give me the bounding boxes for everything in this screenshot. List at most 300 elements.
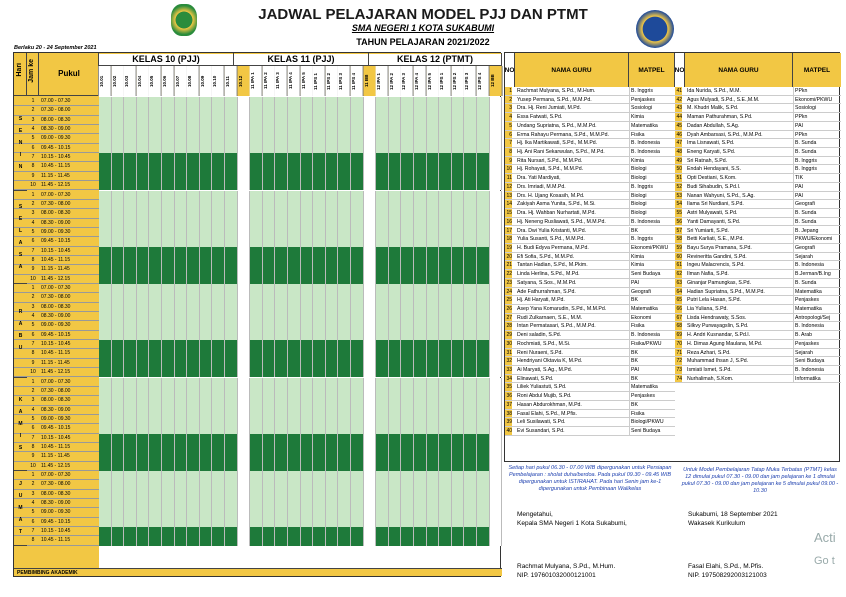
schedule-cell [389, 434, 402, 443]
teacher-row [675, 183, 841, 192]
schedule-cell [112, 387, 125, 396]
schedule-cell [175, 265, 188, 274]
schedule-cell [351, 527, 364, 536]
schedule-cell [313, 490, 326, 499]
schedule-cell [477, 219, 490, 228]
schedule-cell [401, 387, 414, 396]
schedule-cell [225, 219, 238, 228]
schedule-cell [275, 359, 288, 368]
schedule-cell [351, 359, 364, 368]
schedule-cell [490, 284, 503, 293]
schedule-cell [376, 340, 389, 349]
teacher-name: Ai Maryati, S.Ag., M.Pd. [517, 367, 573, 374]
teacher-subject: Fisika/PKWU [629, 340, 675, 349]
schedule-cell [364, 518, 377, 527]
schedule-cell [238, 321, 251, 330]
schedule-cell [301, 144, 314, 153]
schedule-cell [149, 387, 162, 396]
schedule-cell [112, 415, 125, 424]
teacher-name: Dadan Abdullah, S.Ag. [687, 122, 740, 129]
schedule-cell [427, 368, 440, 377]
teacher-name: Lisda Hendrawaty, S.Sos. [687, 314, 747, 321]
schedule-cell [250, 209, 263, 218]
schedule-cell [401, 172, 414, 181]
schedule-cell [338, 471, 351, 480]
schedule-cell [238, 490, 251, 499]
schedule-cell [263, 518, 276, 527]
jam-ke: 8 [31, 537, 35, 544]
schedule-cell [149, 172, 162, 181]
schedule-cell [149, 321, 162, 330]
schedule-cell [452, 256, 465, 265]
schedule-cell [263, 406, 276, 415]
teacher-no: 21 [506, 262, 512, 269]
pukul-time: 07.00 - 07.30 [41, 285, 71, 291]
schedule-cell [464, 518, 477, 527]
schedule-cell [225, 144, 238, 153]
schedule-cell [200, 181, 213, 190]
schedule-cell [275, 116, 288, 125]
schedule-cell [364, 191, 377, 200]
schedule-cell [389, 415, 402, 424]
teacher-name: Ginanjar Pamungkas, S.Pd. [687, 279, 752, 286]
schedule-cell [401, 312, 414, 321]
schedule-cell [401, 471, 414, 480]
schedule-cell [326, 209, 339, 218]
schedule-cell [427, 172, 440, 181]
schedule-cell [250, 134, 263, 143]
schedule-cell [263, 452, 276, 461]
pukul-time: 08.00 - 08.30 [41, 116, 71, 123]
schedule-cell [238, 424, 251, 433]
schedule-cell [351, 443, 364, 452]
class-col-header: 10.02 [112, 66, 125, 96]
schedule-cell [439, 368, 452, 377]
schedule-cell [288, 172, 301, 181]
schedule-cell [326, 134, 339, 143]
schedule-cell [149, 153, 162, 162]
schedule-row [14, 219, 502, 228]
schedule-cell [364, 536, 377, 545]
teacher-no: 14 [506, 201, 512, 208]
schedule-cell [112, 106, 125, 115]
schedule-cell [439, 144, 452, 153]
schedule-cell [288, 527, 301, 536]
schedule-cell [389, 144, 402, 153]
schedule-cell [389, 284, 402, 293]
schedule-cell [250, 219, 263, 228]
schedule-cell [427, 508, 440, 517]
schedule-cell [250, 471, 263, 480]
teacher-no: 3 [505, 104, 512, 113]
schedule-cell [326, 256, 339, 265]
schedule-cell [250, 144, 263, 153]
jam-ke: 6 [31, 331, 35, 338]
schedule-cell [250, 443, 263, 452]
schedule-cell [175, 200, 188, 209]
schedule-cell [439, 396, 452, 405]
teacher-subject: Sosiologi [793, 104, 841, 113]
schedule-cell [212, 331, 225, 340]
schedule-cell [490, 191, 503, 200]
schedule-cell [187, 378, 200, 387]
schedule-cell [263, 237, 276, 246]
schedule-cell [490, 368, 503, 377]
schedule-cell [376, 462, 389, 471]
schedule-cell [175, 490, 188, 499]
schedule-cell [490, 396, 503, 405]
schedule-cell [275, 237, 288, 246]
schedule-cell [162, 368, 175, 377]
schedule-cell [288, 275, 301, 284]
schedule-cell [338, 256, 351, 265]
schedule-cell [313, 265, 326, 274]
schedule-cell [200, 321, 213, 330]
schedule-cell [389, 181, 402, 190]
schedule-cell [175, 406, 188, 415]
schedule-cell [490, 125, 503, 134]
schedule-cell [137, 452, 150, 461]
schedule-cell [212, 200, 225, 209]
schedule-cell [313, 340, 326, 349]
schedule-cell [250, 275, 263, 284]
schedule-cell [464, 415, 477, 424]
schedule-cell [112, 378, 125, 387]
schedule-cell [414, 284, 427, 293]
teacher-name: Endah Hendayani, S.S. [687, 166, 741, 173]
nama-guru-header: NAMA GURU [515, 53, 629, 87]
schedule-cell [162, 125, 175, 134]
schedule-cell [137, 284, 150, 293]
schedule-cell [364, 434, 377, 443]
schedule-cell [149, 508, 162, 517]
teacher-subject: Sosiologi [629, 104, 675, 113]
schedule-cell [288, 293, 301, 302]
schedule-cell [175, 125, 188, 134]
schedule-row [14, 396, 502, 405]
schedule-cell [225, 490, 238, 499]
jam-ke: 5 [31, 415, 35, 422]
pukul-time: 09.45 - 10.15 [41, 331, 71, 338]
schedule-cell [149, 424, 162, 433]
schedule-cell [187, 125, 200, 134]
schedule-cell [452, 368, 465, 377]
schedule-cell [326, 518, 339, 527]
pukul-time: 08.30 - 09.00 [41, 126, 71, 133]
teacher-no: 25 [506, 297, 512, 304]
schedule-cell [351, 256, 364, 265]
schedule-cell [464, 256, 477, 265]
schedule-cell [124, 452, 137, 461]
class-col-header: 11 IPS 3 [338, 66, 351, 96]
schedule-cell [414, 396, 427, 405]
schedule-cell [112, 97, 125, 106]
schedule-cell [112, 237, 125, 246]
teacher-subject: B. Arab [793, 331, 841, 340]
schedule-cell [238, 396, 251, 405]
schedule-cell [301, 153, 314, 162]
schedule-cell [212, 452, 225, 461]
schedule-cell [338, 228, 351, 237]
teacher-name: Ilman Nafia, S.Pd. [687, 271, 729, 278]
teacher-name: Reni Nuraeni, S.Pd. [517, 349, 563, 356]
jam-ke: 1 [31, 98, 35, 104]
teacher-name: Maman Pathurahman, S.Pd. [687, 114, 753, 121]
schedule-cell [124, 284, 137, 293]
pukul-time: 11.15 - 11.45 [41, 359, 70, 366]
teacher-row [675, 192, 841, 201]
jam-ke: 6 [31, 144, 35, 151]
schedule-cell [439, 200, 452, 209]
schedule-cell [225, 462, 238, 471]
schedule-cell [490, 499, 503, 508]
schedule-cell [351, 134, 364, 143]
schedule-cell [326, 181, 339, 190]
schedule-cell [490, 265, 503, 274]
schedule-cell [200, 452, 213, 461]
schedule-cell [124, 368, 137, 377]
schedule-cell [250, 508, 263, 517]
teacher-name: Betti Karliati, S.E., M.Pd. [687, 236, 744, 243]
schedule-cell [439, 471, 452, 480]
teacher-subject: Biologi [629, 209, 675, 218]
teacher-row [675, 174, 841, 183]
teacher-name: Ismiati Ismet, S.Pd. [687, 367, 732, 374]
schedule-cell [275, 321, 288, 330]
schedule-cell [326, 340, 339, 349]
schedule-cell [275, 406, 288, 415]
schedule-cell [376, 256, 389, 265]
schedule-cell [477, 518, 490, 527]
schedule-cell [376, 265, 389, 274]
schedule-cell [313, 321, 326, 330]
schedule-cell [477, 209, 490, 218]
schedule-cell [275, 153, 288, 162]
class-col-header: 11 IPA 2 [263, 66, 276, 96]
note-left: Setiap hari pukul 06.30 - 07.00 WIB dipergunakan untuk Persiapan Pembelajaran : sholat duha/berdoa. Pada pukul 09.30 - 09.45 WIB dipergunakan untuk ISTIRAHAT. Pada hari Senin jam ke-1 dipergunakan untuk Pembinaan Walikelas [508, 465, 672, 492]
schedule-cell [313, 443, 326, 452]
teacher-name: Efi Sofia, S.Pd., M.M.Pd. [517, 253, 575, 260]
schedule-cell [376, 536, 389, 545]
schedule-cell [162, 527, 175, 536]
schedule-cell [225, 378, 238, 387]
schedule-cell [401, 536, 414, 545]
schedule-cell [452, 162, 465, 171]
schedule-cell [477, 228, 490, 237]
schedule-cell [212, 443, 225, 452]
schedule-cell [275, 527, 288, 536]
schedule-cell [452, 462, 465, 471]
schedule-cell [137, 106, 150, 115]
schedule-cell [389, 153, 402, 162]
schedule-row [14, 172, 502, 181]
class-col-header: 12 IPS 2 [452, 66, 465, 96]
schedule-row [14, 331, 502, 340]
schedule-cell [250, 518, 263, 527]
schedule-cell [263, 284, 276, 293]
schedule-cell [452, 144, 465, 153]
teacher-no: 52 [676, 183, 682, 190]
schedule-cell [351, 200, 364, 209]
schedule-cell [452, 387, 465, 396]
schedule-cell [389, 480, 402, 489]
schedule-cell [124, 396, 137, 405]
schedule-cell [162, 247, 175, 256]
schedule-cell [376, 153, 389, 162]
schedule-cell [124, 181, 137, 190]
schedule-cell [149, 116, 162, 125]
schedule-cell [187, 275, 200, 284]
schedule-cell [364, 97, 377, 106]
schedule-cell [439, 162, 452, 171]
schedule-cell [326, 228, 339, 237]
schedule-cell [225, 321, 238, 330]
schedule-cell [389, 209, 402, 218]
schedule-cell [175, 518, 188, 527]
schedule-cell [250, 490, 263, 499]
schedule-cell [238, 415, 251, 424]
schedule-cell [162, 349, 175, 358]
schedule-cell [414, 527, 427, 536]
schedule-cell [439, 181, 452, 190]
schedule-cell [275, 443, 288, 452]
schedule-cell [490, 172, 503, 181]
schedule-cell [326, 462, 339, 471]
schedule-cell [376, 293, 389, 302]
schedule-cell [464, 293, 477, 302]
schedule-cell [313, 106, 326, 115]
schedule-cell [288, 321, 301, 330]
schedule-cell [175, 209, 188, 218]
schedule-cell [238, 228, 251, 237]
schedule-cell [187, 247, 200, 256]
schedule-cell [490, 247, 503, 256]
schedule-cell [301, 452, 314, 461]
schedule-cell [338, 499, 351, 508]
schedule-cell [212, 536, 225, 545]
schedule-cell [187, 340, 200, 349]
schedule-cell [401, 256, 414, 265]
schedule-cell [464, 209, 477, 218]
schedule-cell [225, 200, 238, 209]
schedule-cell [389, 452, 402, 461]
schedule-cell [124, 97, 137, 106]
schedule-cell [427, 340, 440, 349]
schedule-cell [288, 106, 301, 115]
schedule-cell [225, 508, 238, 517]
schedule-cell [200, 97, 213, 106]
schedule-cell [275, 480, 288, 489]
teacher-name: Eneng Karyati, S.Pd. [687, 149, 736, 156]
schedule-cell [99, 144, 112, 153]
schedule-cell [225, 284, 238, 293]
schedule-cell [351, 237, 364, 246]
schedule-cell [212, 368, 225, 377]
schedule-cell [477, 153, 490, 162]
schedule-cell [326, 321, 339, 330]
schedule-cell [137, 162, 150, 171]
schedule-cell [112, 144, 125, 153]
schedule-cell [326, 97, 339, 106]
schedule-cell [414, 256, 427, 265]
teacher-no: 34 [506, 375, 512, 382]
class-col-header: 12 IPS 1 [439, 66, 452, 96]
schedule-cell [149, 480, 162, 489]
pukul-time: 09.00 - 09.30 [41, 509, 71, 516]
schedule-cell [427, 209, 440, 218]
schedule-cell [162, 284, 175, 293]
matpel-header-2: MATPEL [793, 53, 841, 87]
schedule-cell [313, 462, 326, 471]
schedule-cell [263, 368, 276, 377]
schedule-cell [124, 499, 137, 508]
schedule-cell [112, 443, 125, 452]
schedule-cell [401, 480, 414, 489]
schedule-cell [313, 359, 326, 368]
schedule-cell [149, 144, 162, 153]
schedule-cell [175, 349, 188, 358]
teacher-no: 48 [676, 149, 682, 156]
schedule-cell [389, 228, 402, 237]
schedule-cell [187, 153, 200, 162]
schedule-cell [175, 144, 188, 153]
schedule-cell [477, 443, 490, 452]
teacher-no: 28 [506, 323, 512, 330]
schedule-cell [364, 303, 377, 312]
schedule-cell [490, 209, 503, 218]
schedule-cell [137, 116, 150, 125]
schedule-cell [112, 499, 125, 508]
teacher-no: 60 [676, 253, 682, 260]
schedule-cell [364, 349, 377, 358]
schedule-cell [452, 508, 465, 517]
schedule-cell [301, 349, 314, 358]
schedule-cell [162, 228, 175, 237]
schedule-cell [477, 434, 490, 443]
schedule-row [14, 209, 502, 218]
schedule-cell [313, 162, 326, 171]
teacher-name: Rachmat Mulyana, S.Pd., M.Hum. [517, 88, 596, 94]
schedule-cell [490, 349, 503, 358]
schedule-cell [149, 462, 162, 471]
schedule-cell [288, 508, 301, 517]
jam-ke: 8 [31, 350, 35, 357]
schedule-cell [326, 116, 339, 125]
schedule-cell [338, 490, 351, 499]
schedule-cell [149, 312, 162, 321]
schedule-cell [149, 443, 162, 452]
teacher-no: 18 [506, 236, 512, 243]
schedule-cell [351, 247, 364, 256]
schedule-cell [401, 284, 414, 293]
jam-ke: 7 [31, 434, 35, 441]
schedule-cell [338, 153, 351, 162]
schedule-cell [351, 340, 364, 349]
schedule-cell [364, 125, 377, 134]
schedule-cell [238, 144, 251, 153]
teacher-subject: BK [629, 349, 675, 358]
schedule-cell [490, 303, 503, 312]
teacher-row [675, 270, 841, 279]
schedule-cell [162, 116, 175, 125]
schedule-cell [250, 293, 263, 302]
teacher-name: Hj. Rohayati, S.Pd., M.M.Pd. [517, 166, 584, 173]
teacher-subject: Ekonomi/PKWU [793, 96, 841, 105]
jam-ke: 4 [31, 500, 35, 507]
schedule-cell [427, 125, 440, 134]
teacher-subject: B. Indonesia [629, 218, 675, 227]
schedule-cell [464, 181, 477, 190]
